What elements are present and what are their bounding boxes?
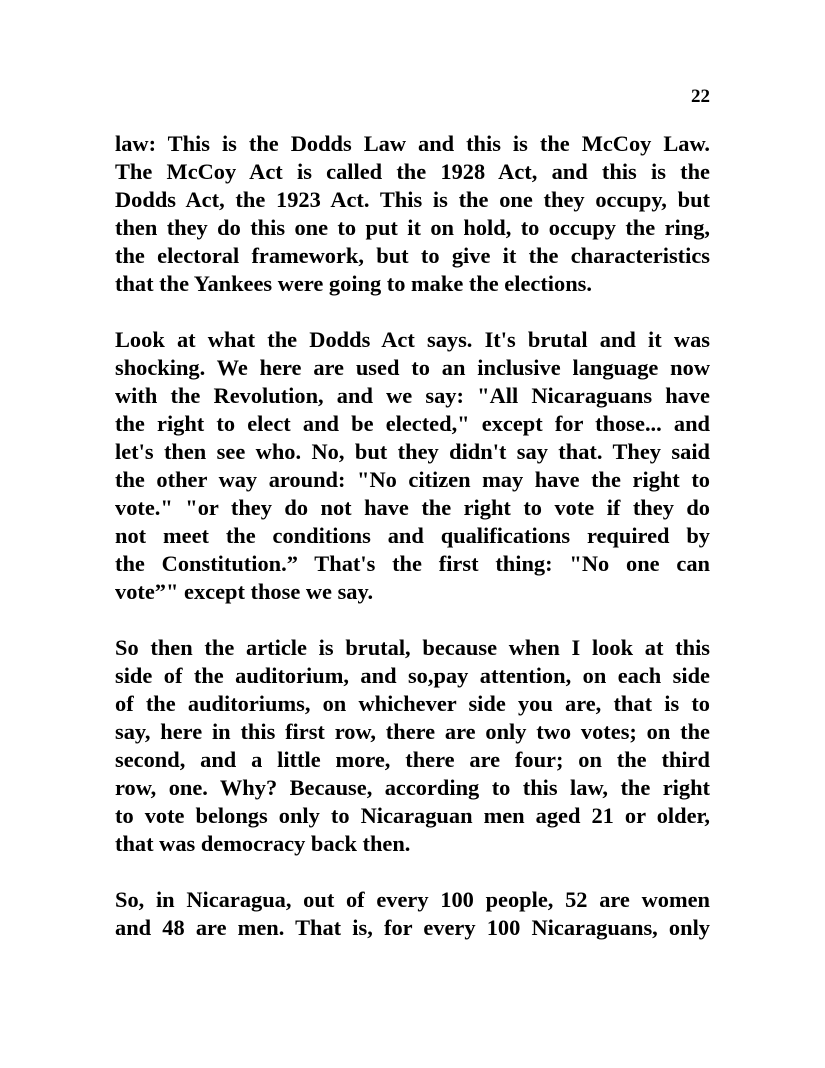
text-line: then they do this one to put it on hold, to occupy the ring, [115, 215, 710, 240]
paragraph-dodds-act-says [115, 326, 710, 606]
text-line: say, here in this first row, there are only two votes; on the [115, 719, 710, 744]
paragraph-auditorium-votes [115, 634, 710, 858]
text-line: shocking. We here are used to an inclusive language now [115, 355, 710, 380]
text-line: the electoral framework, but to give it the characteristics [115, 243, 710, 268]
body-text [115, 130, 710, 970]
text-line: let's then see who. No, but they didn't say that. They said [115, 439, 710, 464]
text-line: So, in Nicaragua, out of every 100 people, 52 are women [115, 887, 710, 912]
text-line: vote." "or they do not have the right to vote if they do [115, 495, 710, 520]
text-line: the other way around: "No citizen may have the right to [115, 467, 710, 492]
paragraph-women-men-ratio [115, 886, 710, 942]
text-line: row, one. Why? Because, according to this law, the right [115, 775, 710, 800]
text-line: with the Revolution, and we say: "All Nicaraguans have [115, 383, 710, 408]
text-line: The McCoy Act is called the 1928 Act, and this is the [115, 159, 710, 184]
text-line: that the Yankees were going to make the elections. [115, 271, 592, 296]
text-line: law: This is the Dodds Law and this is the McCoy Law. [115, 131, 710, 156]
text-line: Dodds Act, the 1923 Act. This is the one they occupy, but [115, 187, 710, 212]
text-line: that was democracy back then. [115, 831, 411, 856]
text-line: the Constitution.” That's the first thing: "No one can [115, 551, 710, 576]
text-line: the right to elect and be elected," except for those... and [115, 411, 710, 436]
text-line: side of the auditorium, and so,pay attention, on each side [115, 663, 710, 688]
text-line: and 48 are men. That is, for every 100 Nicaraguans, only [115, 915, 710, 940]
text-line: So then the article is brutal, because when I look at this [115, 635, 710, 660]
paragraph-dodds-mccoy-laws [115, 130, 710, 298]
text-line: to vote belongs only to Nicaraguan men aged 21 or older, [115, 803, 710, 828]
text-line: second, and a little more, there are four; on the third [115, 747, 710, 772]
text-line: Look at what the Dodds Act says. It's brutal and it was [115, 327, 710, 352]
text-line: vote”" except those we say. [115, 579, 374, 604]
text-line: not meet the conditions and qualifications required by [115, 523, 710, 548]
page-number: 22 [691, 86, 710, 107]
text-line: of the auditoriums, on whichever side you are, that is to [115, 691, 710, 716]
